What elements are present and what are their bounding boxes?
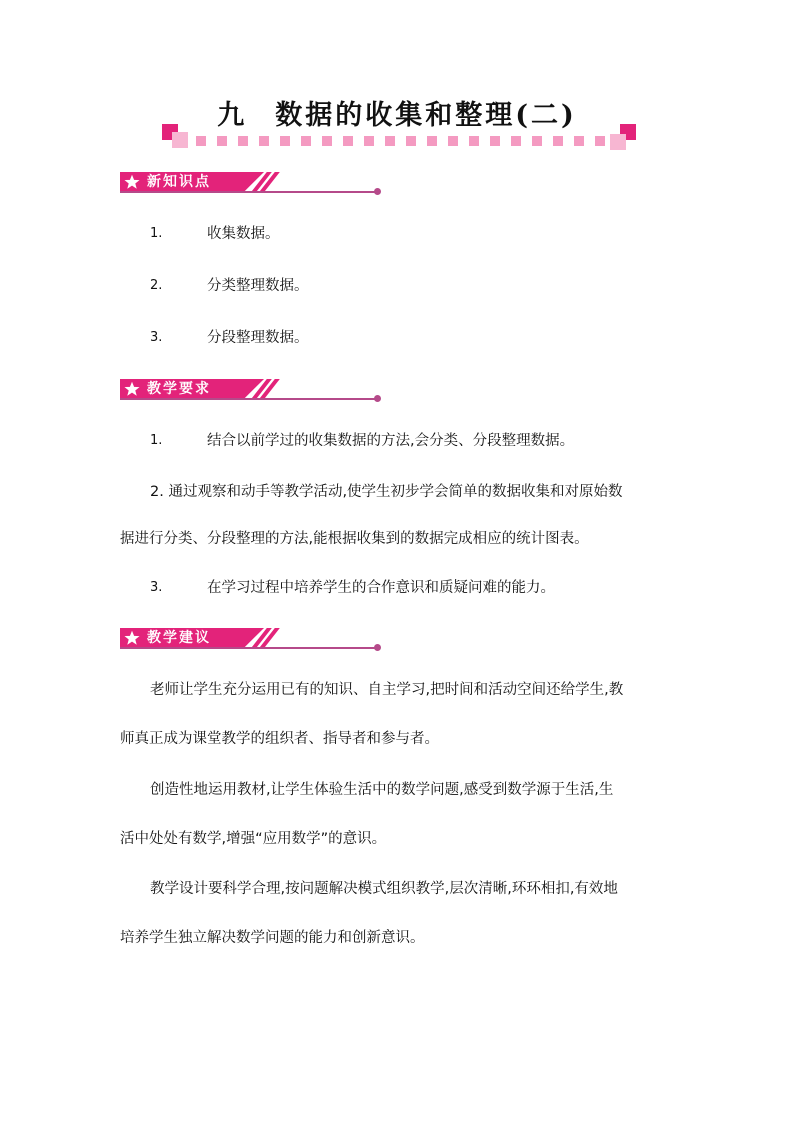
dot-decoration-icon xyxy=(322,136,332,146)
dot-decoration-icon xyxy=(595,136,605,146)
paragraph-line: 教学设计要科学合理,按问题解决模式组织教学,层次清晰,环环相扣,有效地 xyxy=(150,881,618,897)
section-label: 教学要求 xyxy=(147,381,211,397)
list-number: 3. xyxy=(150,330,163,345)
star-icon xyxy=(124,630,140,646)
paragraph-line: 创造性地运用教材,让学生体验生活中的数学问题,感受到数学源于生活,生 xyxy=(150,782,614,798)
dot-decoration-icon xyxy=(448,136,458,146)
list-item-text: 在学习过程中培养学生的合作意识和质疑问难的能力。 xyxy=(207,580,555,596)
paragraph-line: 据进行分类、分段整理的方法,能根据收集到的数据完成相应的统计图表。 xyxy=(120,531,589,547)
paragraph-line: 2. 通过观察和动手等教学活动,使学生初步学会简单的数据收集和对原始数 xyxy=(150,484,623,500)
section-label: 新知识点 xyxy=(147,174,211,190)
paragraph-line: 活中处处有数学,增强“应用数学”的意识。 xyxy=(120,831,387,847)
dot-decoration-icon xyxy=(343,136,353,146)
square-decoration-icon xyxy=(610,134,626,150)
chapter-number: 九 xyxy=(217,100,248,131)
dot-decoration-icon xyxy=(259,136,269,146)
list-number: 2. xyxy=(150,278,163,293)
dot-decoration-icon xyxy=(217,136,227,146)
paragraph-line: 培养学生独立解决数学问题的能力和创新意识。 xyxy=(120,930,425,946)
list-number: 1. xyxy=(150,226,163,241)
list-item-text: 收集数据。 xyxy=(207,226,280,242)
dot-decoration-icon xyxy=(280,136,290,146)
dot-decoration-icon xyxy=(364,136,374,146)
dot-decoration-icon xyxy=(427,136,437,146)
list-number: 3. xyxy=(150,580,163,595)
dot-decoration-icon xyxy=(553,136,563,146)
dot-decoration-icon xyxy=(301,136,311,146)
dot-decoration-icon xyxy=(469,136,479,146)
chapter-title: 数据的收集和整理(二) xyxy=(275,100,577,131)
square-decoration-icon xyxy=(172,132,188,148)
paragraph-line: 老师让学生充分运用已有的知识、自主学习,把时间和活动空间还给学生,教 xyxy=(150,682,624,698)
list-item-text: 分段整理数据。 xyxy=(207,330,309,346)
section-label: 教学建议 xyxy=(147,630,211,646)
dot-decoration-icon xyxy=(385,136,395,146)
paragraph-line: 师真正成为课堂教学的组织者、指导者和参与者。 xyxy=(120,731,439,747)
list-item-text: 分类整理数据。 xyxy=(207,278,309,294)
star-icon xyxy=(124,381,140,397)
dot-decoration-icon xyxy=(406,136,416,146)
dot-decoration-icon xyxy=(490,136,500,146)
dot-decoration-icon xyxy=(511,136,521,146)
section-header-suggestions xyxy=(120,628,382,650)
title-decoration xyxy=(158,122,638,156)
section-header-requirements xyxy=(120,379,382,401)
section-header-knowledge xyxy=(120,172,382,194)
dot-decoration-icon xyxy=(574,136,584,146)
star-icon xyxy=(124,174,140,190)
list-item-text: 结合以前学过的收集数据的方法,会分类、分段整理数据。 xyxy=(207,433,575,449)
dot-decoration-icon xyxy=(238,136,248,146)
dot-decoration-icon xyxy=(532,136,542,146)
list-number: 1. xyxy=(150,433,163,448)
dot-decoration-icon xyxy=(196,136,206,146)
